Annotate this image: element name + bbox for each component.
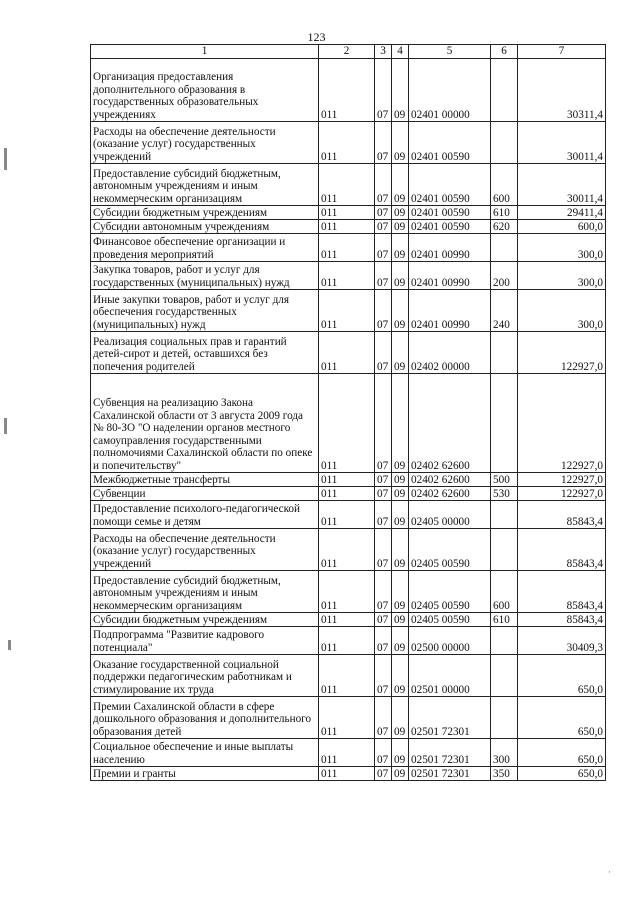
row-code-section: 07 <box>375 374 392 473</box>
row-code-admin: 011 <box>319 613 375 627</box>
row-code-admin: 011 <box>319 234 375 262</box>
row-code-expense-type <box>491 122 518 164</box>
table-row <box>91 332 606 374</box>
row-code-section: 07 <box>375 122 392 164</box>
row-code-expense-type <box>491 501 518 529</box>
row-code-subsection: 09 <box>392 529 409 571</box>
row-amount: 85843,4 <box>518 501 606 529</box>
row-code-subsection: 09 <box>392 501 409 529</box>
row-code-admin: 011 <box>319 332 375 374</box>
row-code-admin: 011 <box>319 59 375 122</box>
column-header: 5 <box>409 45 491 59</box>
table-row <box>91 374 606 473</box>
row-code-section: 07 <box>375 571 392 613</box>
row-code-expense-type: 610 <box>491 206 518 220</box>
row-code-target: 02501 00000 <box>409 655 491 697</box>
row-code-admin: 011 <box>319 290 375 332</box>
row-code-subsection: 09 <box>392 613 409 627</box>
row-code-expense-type: 200 <box>491 262 518 290</box>
row-code-admin: 011 <box>319 374 375 473</box>
row-code-section: 07 <box>375 613 392 627</box>
row-code-section: 07 <box>375 473 392 487</box>
row-code-section: 07 <box>375 290 392 332</box>
row-name: Предоставление психолого-педагогической помощи семье и детям <box>91 501 319 529</box>
row-code-section: 07 <box>375 697 392 739</box>
row-code-section: 07 <box>375 262 392 290</box>
row-code-subsection: 09 <box>392 739 409 767</box>
row-name: Субсидии бюджетным учреждениям <box>91 206 319 220</box>
row-code-section: 07 <box>375 627 392 655</box>
row-code-admin: 011 <box>319 122 375 164</box>
row-code-target: 02501 72301 <box>409 739 491 767</box>
row-code-subsection: 09 <box>392 122 409 164</box>
row-name: Закупка товаров, работ и услуг для государственных (муниципальных) нужд <box>91 262 319 290</box>
table-row <box>91 739 606 767</box>
row-code-admin: 011 <box>319 220 375 234</box>
table-row <box>91 655 606 697</box>
table-row <box>91 206 606 220</box>
table-row <box>91 262 606 290</box>
row-name: Предоставление субсидий бюджетным, автономным учреждениям и иным некоммерческим организациям <box>91 164 319 206</box>
table-row <box>91 473 606 487</box>
row-amount: 650,0 <box>518 739 606 767</box>
column-header: 4 <box>392 45 409 59</box>
row-amount: 650,0 <box>518 767 606 781</box>
row-amount: 30011,4 <box>518 164 606 206</box>
row-code-subsection: 09 <box>392 487 409 501</box>
row-amount: 122927,0 <box>518 374 606 473</box>
row-code-subsection: 09 <box>392 627 409 655</box>
row-name: Организация предоставления дополнительного образования в государственных образовательных учреждениях <box>91 59 319 122</box>
row-name: Реализация социальных прав и гарантий детей-сирот и детей, оставшихся без попечения родителей <box>91 332 319 374</box>
row-code-target: 02402 00000 <box>409 332 491 374</box>
table-row <box>91 234 606 262</box>
row-code-subsection: 09 <box>392 234 409 262</box>
row-code-target: 02401 00990 <box>409 262 491 290</box>
row-code-section: 07 <box>375 529 392 571</box>
row-name: Расходы на обеспечение деятельности (оказание услуг) государственных учреждений <box>91 529 319 571</box>
row-code-target: 02402 62600 <box>409 487 491 501</box>
table-row <box>91 290 606 332</box>
row-code-expense-type <box>491 234 518 262</box>
row-code-subsection: 09 <box>392 164 409 206</box>
row-code-target: 02501 72301 <box>409 697 491 739</box>
scan-artifact: · <box>608 867 611 877</box>
row-code-admin: 011 <box>319 501 375 529</box>
row-amount: 300,0 <box>518 290 606 332</box>
row-code-expense-type <box>491 59 518 122</box>
row-code-admin: 011 <box>319 739 375 767</box>
row-amount: 85843,4 <box>518 613 606 627</box>
row-code-subsection: 09 <box>392 290 409 332</box>
row-name: Субсидии бюджетным учреждениям <box>91 613 319 627</box>
row-code-target: 02401 00990 <box>409 234 491 262</box>
row-code-target: 02405 00590 <box>409 571 491 613</box>
row-code-expense-type <box>491 697 518 739</box>
row-code-subsection: 09 <box>392 332 409 374</box>
row-amount: 29411,4 <box>518 206 606 220</box>
row-code-expense-type: 350 <box>491 767 518 781</box>
row-code-subsection: 09 <box>392 59 409 122</box>
row-name: Расходы на обеспечение деятельности (оказание услуг) государственных учреждений <box>91 122 319 164</box>
table-row <box>91 122 606 164</box>
column-header: 1 <box>91 45 319 59</box>
row-amount: 122927,0 <box>518 473 606 487</box>
table-row <box>91 487 606 501</box>
row-code-expense-type <box>491 529 518 571</box>
row-code-subsection: 09 <box>392 473 409 487</box>
row-code-subsection: 09 <box>392 220 409 234</box>
row-code-section: 07 <box>375 739 392 767</box>
row-code-expense-type: 610 <box>491 613 518 627</box>
column-header: 2 <box>319 45 375 59</box>
row-code-section: 07 <box>375 164 392 206</box>
column-header: 3 <box>375 45 392 59</box>
row-code-expense-type: 600 <box>491 164 518 206</box>
table-row <box>91 59 606 122</box>
row-code-target: 02405 00000 <box>409 501 491 529</box>
table-header-row <box>91 45 606 59</box>
row-code-section: 07 <box>375 332 392 374</box>
row-amount: 30311,4 <box>518 59 606 122</box>
row-code-admin: 011 <box>319 262 375 290</box>
row-code-target: 02401 00000 <box>409 59 491 122</box>
row-code-admin: 011 <box>319 697 375 739</box>
row-code-expense-type: 600 <box>491 571 518 613</box>
row-code-expense-type: 530 <box>491 487 518 501</box>
row-name: Премии и гранты <box>91 767 319 781</box>
row-name: Социальное обеспечение и иные выплаты населению <box>91 739 319 767</box>
column-header: 6 <box>491 45 518 59</box>
row-amount: 600,0 <box>518 220 606 234</box>
table-row <box>91 767 606 781</box>
row-name: Субвенции <box>91 487 319 501</box>
row-name: Межбюджетные трансферты <box>91 473 319 487</box>
row-code-expense-type <box>491 374 518 473</box>
row-code-subsection: 09 <box>392 206 409 220</box>
table-row <box>91 571 606 613</box>
table-row <box>91 613 606 627</box>
column-header: 7 <box>518 45 606 59</box>
row-code-subsection: 09 <box>392 571 409 613</box>
row-amount: 30409,3 <box>518 627 606 655</box>
row-code-section: 07 <box>375 501 392 529</box>
row-code-section: 07 <box>375 234 392 262</box>
row-code-subsection: 09 <box>392 262 409 290</box>
row-code-admin: 011 <box>319 571 375 613</box>
row-amount: 300,0 <box>518 234 606 262</box>
row-code-expense-type: 620 <box>491 220 518 234</box>
row-amount: 650,0 <box>518 655 606 697</box>
row-name: Субсидии автономным учреждениям <box>91 220 319 234</box>
row-code-target: 02401 00590 <box>409 206 491 220</box>
row-code-admin: 011 <box>319 655 375 697</box>
row-code-target: 02401 00590 <box>409 220 491 234</box>
row-code-subsection: 09 <box>392 655 409 697</box>
row-code-section: 07 <box>375 655 392 697</box>
table-row <box>91 627 606 655</box>
table-row <box>91 220 606 234</box>
row-amount: 30011,4 <box>518 122 606 164</box>
row-code-admin: 011 <box>319 529 375 571</box>
row-code-subsection: 09 <box>392 374 409 473</box>
row-code-target: 02401 00590 <box>409 122 491 164</box>
row-code-admin: 011 <box>319 473 375 487</box>
row-code-admin: 011 <box>319 164 375 206</box>
page-number: 123 <box>307 30 326 44</box>
row-code-target: 02405 00590 <box>409 613 491 627</box>
row-code-expense-type: 240 <box>491 290 518 332</box>
row-code-admin: 011 <box>319 487 375 501</box>
row-code-subsection: 09 <box>392 767 409 781</box>
row-code-target: 02401 00590 <box>409 164 491 206</box>
row-code-target: 02501 72301 <box>409 767 491 781</box>
row-code-expense-type: 500 <box>491 473 518 487</box>
row-code-expense-type <box>491 627 518 655</box>
row-name: Финансовое обеспечение организации и проведения мероприятий <box>91 234 319 262</box>
row-code-section: 07 <box>375 220 392 234</box>
row-amount: 85843,4 <box>518 529 606 571</box>
row-code-expense-type: 300 <box>491 739 518 767</box>
budget-table <box>90 44 606 781</box>
row-code-section: 07 <box>375 206 392 220</box>
table-row <box>91 529 606 571</box>
row-code-target: 02401 00990 <box>409 290 491 332</box>
row-amount: 85843,4 <box>518 571 606 613</box>
row-code-admin: 011 <box>319 627 375 655</box>
row-amount: 122927,0 <box>518 332 606 374</box>
table-row <box>91 697 606 739</box>
row-code-admin: 011 <box>319 206 375 220</box>
row-amount: 650,0 <box>518 697 606 739</box>
row-code-section: 07 <box>375 59 392 122</box>
row-code-target: 02402 62600 <box>409 473 491 487</box>
row-name: Иные закупки товаров, работ и услуг для обеспечения государственных (муниципальных) нужд <box>91 290 319 332</box>
row-code-admin: 011 <box>319 767 375 781</box>
row-name: Предоставление субсидий бюджетным, автономным учреждениям и иным некоммерческим организациям <box>91 571 319 613</box>
table-row <box>91 501 606 529</box>
row-amount: 122927,0 <box>518 487 606 501</box>
row-code-subsection: 09 <box>392 697 409 739</box>
row-code-expense-type <box>491 655 518 697</box>
row-code-target: 02500 00000 <box>409 627 491 655</box>
row-code-section: 07 <box>375 767 392 781</box>
scan-margin-marks <box>0 0 30 905</box>
row-code-section: 07 <box>375 487 392 501</box>
row-name: Субвенция на реализацию Закона Сахалинской области от 3 августа 2009 года № 80-ЗО "О наделении органов местного самоуправления государственными полномочиями Сахалинской области по опеке и попечительству" <box>91 374 319 473</box>
row-amount: 300,0 <box>518 262 606 290</box>
row-code-expense-type <box>491 332 518 374</box>
row-code-target: 02402 62600 <box>409 374 491 473</box>
row-name: Премии Сахалинской области в сфере дошкольного образования и дополнительного образования детей <box>91 697 319 739</box>
table-row <box>91 164 606 206</box>
row-code-target: 02405 00590 <box>409 529 491 571</box>
row-name: Подпрограмма "Развитие кадрового потенциала" <box>91 627 319 655</box>
row-name: Оказание государственной социальной поддержки педагогическим работникам и стимулирование их труда <box>91 655 319 697</box>
